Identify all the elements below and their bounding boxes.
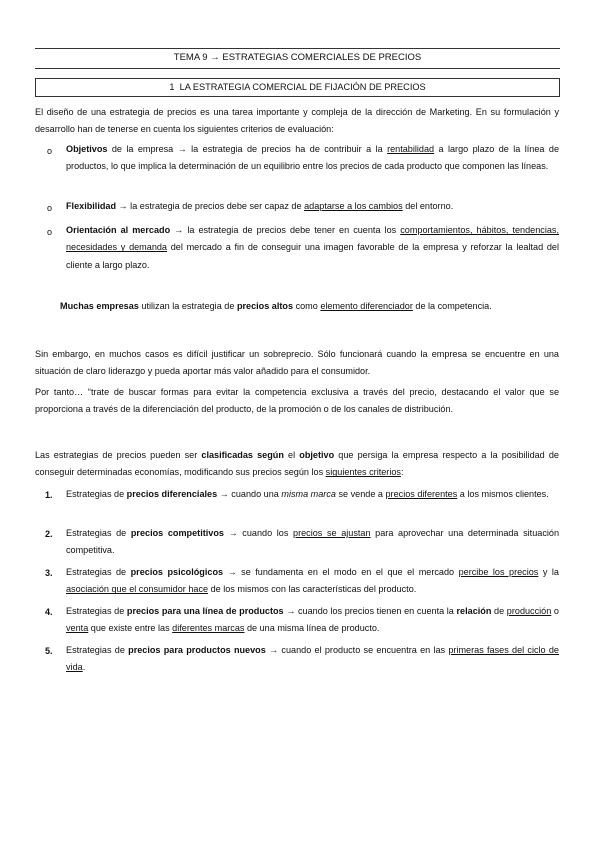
strategy-term: precios competitivos	[130, 528, 224, 538]
strategy-term: precios psicológicos	[130, 567, 224, 577]
criterion-text: de la empresa → la estrategia de precios ha de contribuir a la	[107, 144, 388, 154]
bullet-marker: o	[47, 227, 53, 237]
classif-text: :	[400, 467, 404, 478]
highlight-statement	[60, 298, 559, 315]
criterion-text: → la estrategia de precios debe tener en cuenta los	[170, 225, 401, 235]
strategy-emphasis: precios se ajustan	[293, 528, 371, 538]
criterion-term: Orientación al mercado	[66, 225, 171, 235]
classif-text: que persiga la empresa respecto a la posibilidad de conseguir determinadas economías, modificando sus precios según los	[35, 450, 559, 478]
strategy-text: .	[82, 662, 86, 673]
strategy-text: de una misma línea de producto.	[244, 623, 380, 634]
criterion-flexibilidad	[66, 198, 559, 215]
highlight-text: de la competencia.	[412, 301, 492, 311]
strategy-text: Estrategias de	[66, 489, 127, 499]
strategy-text: o	[551, 606, 559, 616]
header-rule-top	[35, 48, 560, 49]
paragraph-por-tanto: Por tanto… “trate de buscar formas para evitar la competencia exclusiva a través del precio, destacando el valor que se proporciona a través de la diferenciación del producto, de la promoción o de los canales de distribución.	[35, 387, 559, 415]
classif-term: clasificadas según	[201, 450, 284, 460]
criterion-text: del entorno.	[402, 201, 454, 211]
strategy-number: 5.	[45, 646, 53, 656]
strategy-text: → se fundamenta en el modo en el que el mercado	[223, 567, 459, 577]
section-number: 1	[169, 82, 175, 92]
criterion-text: a largo plazo de la línea de productos, lo que implica la determinación de un equilibrio entre los precios de cada producto que componen las líneas.	[66, 144, 560, 172]
strategy-text: Estrategias de	[66, 528, 131, 538]
strategy-item-linea-productos	[66, 603, 559, 638]
strategy-text: → cuando el producto se encuentra en las	[265, 645, 449, 655]
classif-emphasis: siguientes criterios	[325, 467, 401, 478]
strategy-item-productos-nuevos	[66, 642, 559, 677]
criterion-text: del mercado a fin de conseguir una imagen favorable de la empresa y reforzar la lealtad del cliente a largo plazo.	[66, 242, 559, 270]
criterion-term: Flexibilidad	[66, 201, 117, 211]
strategy-item-competitivos	[66, 525, 559, 560]
strategy-term: precios para productos nuevos	[128, 645, 266, 655]
strategy-text: Estrategias de	[66, 567, 131, 577]
strategy-item-psicologicos	[66, 564, 559, 599]
strategy-text: Estrategias de	[66, 645, 129, 655]
strategy-emphasis: producción	[506, 606, 552, 616]
strategy-text: y la	[538, 567, 559, 577]
strategy-text: a los mismos clientes.	[457, 489, 549, 499]
strategy-text: que existe entre las	[88, 623, 173, 634]
highlight-term: Muchas empresas	[60, 301, 139, 311]
classif-text: el	[283, 450, 300, 460]
paragraph-sobreprecio: Sin embargo, en muchos casos es difícil justificar un sobreprecio. Sólo funcionará cuando la empresa se encuentre en una situación de claro liderazgo y pueda aportar más valor añadido para el consumidor.	[35, 349, 559, 377]
strategy-text: de	[491, 606, 507, 616]
strategy-text: → cuando una	[217, 489, 282, 499]
strategy-emphasis: asociación que el consumidor hace	[66, 584, 209, 595]
section-heading	[35, 78, 560, 97]
strategy-emphasis: precios diferentes	[385, 489, 458, 499]
criterion-emphasis: comportamientos, hábitos, tendencias, necesidades y demanda	[66, 225, 559, 253]
criterion-text: → la estrategia de precios debe ser capaz de	[116, 201, 305, 211]
criterion-orientacion	[66, 222, 559, 274]
criterion-emphasis: adaptarse a los cambios	[304, 201, 403, 211]
strategy-text: se vende a	[335, 489, 386, 499]
strategy-term: relación	[456, 606, 492, 616]
highlight-text: utilizan la estrategia de	[138, 301, 237, 311]
strategy-number: 4.	[45, 607, 53, 617]
strategy-text: Estrategias de	[66, 606, 127, 616]
highlight-term: precios altos	[236, 301, 294, 311]
strategy-number: 2.	[45, 529, 53, 539]
bullet-marker: o	[47, 146, 53, 156]
bullet-marker: o	[47, 203, 53, 213]
classification-paragraph	[35, 447, 559, 482]
header-rule-bottom	[35, 68, 560, 69]
strategy-term: precios para una línea de productos	[126, 606, 284, 616]
page-title: TEMA 9 → ESTRATEGIAS COMERCIALES DE PRECIOS	[173, 52, 422, 63]
strategy-italic: misma marca	[281, 489, 336, 499]
highlight-emphasis: elemento diferenciador	[320, 301, 413, 311]
strategy-emphasis: percibe los precios	[458, 567, 539, 577]
criterion-objetivos	[66, 141, 559, 176]
intro-paragraph: El diseño de una estrategia de precios es una tarea importante y compleja de la dirección de Marketing. En su formulación y desarrollo han de tenerse en cuenta los siguientes criterios de evaluación:	[35, 107, 559, 135]
strategy-text: → cuando los precios tienen en cuenta la	[283, 606, 457, 616]
section-title: LA ESTRATEGIA COMERCIAL DE FIJACIÓN DE PRECIOS	[179, 82, 426, 92]
criterion-emphasis: rentabilidad	[387, 144, 435, 154]
highlight-text: como	[293, 301, 321, 311]
strategy-emphasis: venta	[66, 623, 89, 634]
strategy-term: precios diferenciales	[126, 489, 218, 499]
strategy-emphasis: diferentes marcas	[172, 623, 245, 634]
strategy-number: 1.	[45, 490, 53, 500]
criterion-term: Objetivos	[66, 144, 108, 154]
classif-term: objetivo	[299, 450, 335, 460]
strategy-text: para aprovechar una determinada situación competitiva.	[66, 528, 560, 556]
strategy-item-diferenciales	[66, 486, 559, 503]
strategy-text: → cuando los	[223, 528, 294, 538]
classif-text: Las estrategias de precios pueden ser	[35, 450, 202, 460]
strategy-emphasis: primeras fases del ciclo de vida	[66, 645, 559, 673]
strategy-number: 3.	[45, 568, 53, 578]
strategy-text: de los mismos con las características del producto.	[208, 584, 417, 595]
